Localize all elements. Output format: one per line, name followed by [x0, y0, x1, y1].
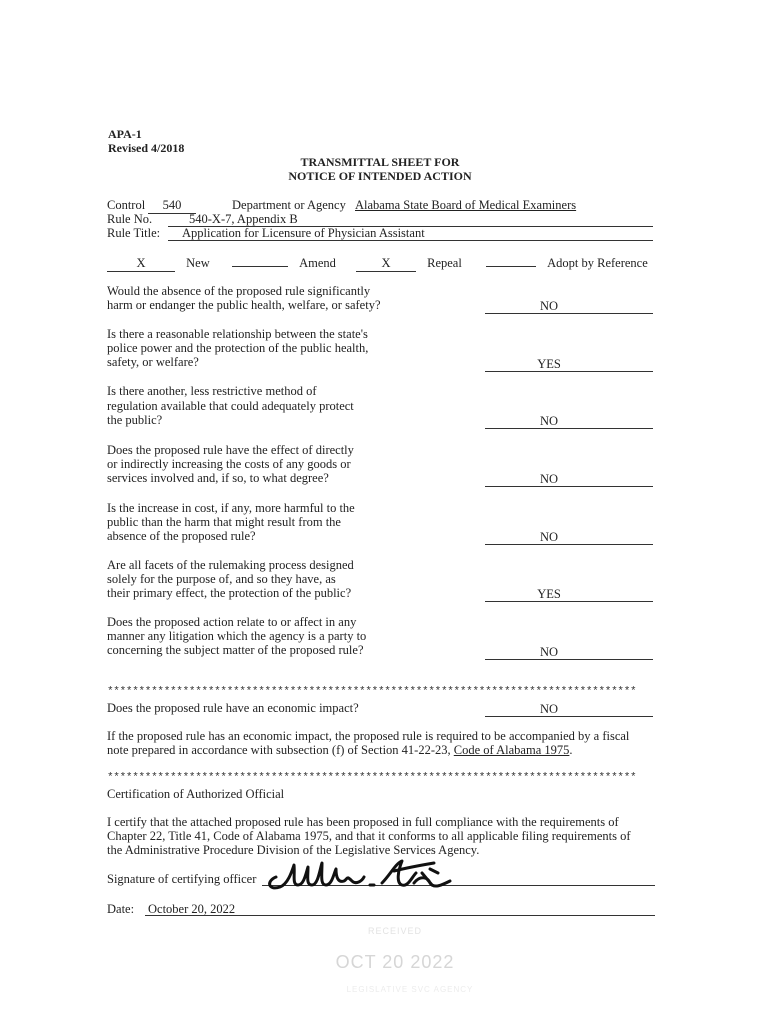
title-line1: TRANSMITTAL SHEET FOR [300, 155, 460, 169]
form-id: APA-1 [108, 127, 142, 141]
certification-heading: Certification of Authorized Official [107, 787, 285, 801]
repeal-label: Repeal [427, 256, 462, 270]
new-mark: X [107, 256, 175, 272]
rule-no-label: Rule No. [107, 212, 153, 226]
code-of-alabama-ref: Code of Alabama 1975 [453, 743, 570, 757]
rule-title-value: Application for Licensure of Physician Assistant [182, 226, 425, 240]
repeal-mark: X [356, 256, 416, 272]
control-value: 540 [148, 198, 196, 214]
stamp-top: RECEIVED [367, 926, 422, 936]
answer-6: YES [485, 587, 653, 602]
title-line2: NOTICE OF INTENDED ACTION [288, 169, 472, 183]
adopt-label: Adopt by Reference [547, 256, 648, 270]
amend-mark [232, 266, 288, 267]
answer-1: NO [485, 299, 653, 314]
economic-answer: NO [485, 702, 653, 717]
department-label: Department or Agency [232, 198, 346, 212]
fiscal-note-line1: If the proposed rule has an economic impact, the proposed rule is required to be accompanied by a fiscal [107, 729, 630, 743]
rule-no-value: 540-X-7, Appendix B [189, 212, 298, 226]
stamp-date: OCT 20 2022 [335, 952, 455, 972]
signature-image [262, 855, 482, 895]
date-value: October 20, 2022 [148, 902, 236, 916]
new-label: New [186, 256, 210, 270]
stamp-bottom: LEGISLATIVE SVC AGENCY [346, 985, 474, 994]
revised-date: Revised 4/2018 [108, 141, 185, 155]
answer-4: NO [485, 472, 653, 487]
separator-1: ************************************************************************************ [107, 686, 637, 698]
department-value: Alabama State Board of Medical Examiners [355, 198, 577, 212]
fiscal-note-line2: note prepared in accordance with subsection (f) of Section 41-22-23, Code of Alabama 1975. [107, 743, 573, 757]
certification-line1: I certify that the attached proposed rule has been proposed in full compliance with the requirements of [107, 815, 619, 829]
date-label: Date: [107, 902, 135, 916]
certification-line2: Chapter 22, Title 41, Code of Alabama 1975, and that it conforms to all applicable filing requirements of [107, 829, 631, 843]
certification-line3: the Administrative Procedure Division of the Legislative Services Agency. [107, 843, 480, 857]
signature-label: Signature of certifying officer [107, 872, 257, 886]
separator-2: ************************************************************************************ [107, 772, 637, 784]
answer-7: NO [485, 645, 653, 660]
answer-5: NO [485, 530, 653, 545]
rule-title-label: Rule Title: [107, 226, 161, 240]
economic-question: Does the proposed rule have an economic impact? [107, 701, 359, 715]
control-label: Control [107, 198, 146, 212]
answer-3: NO [485, 414, 653, 429]
adopt-mark [486, 266, 536, 267]
answer-2: YES [485, 357, 653, 372]
amend-label: Amend [299, 256, 336, 270]
